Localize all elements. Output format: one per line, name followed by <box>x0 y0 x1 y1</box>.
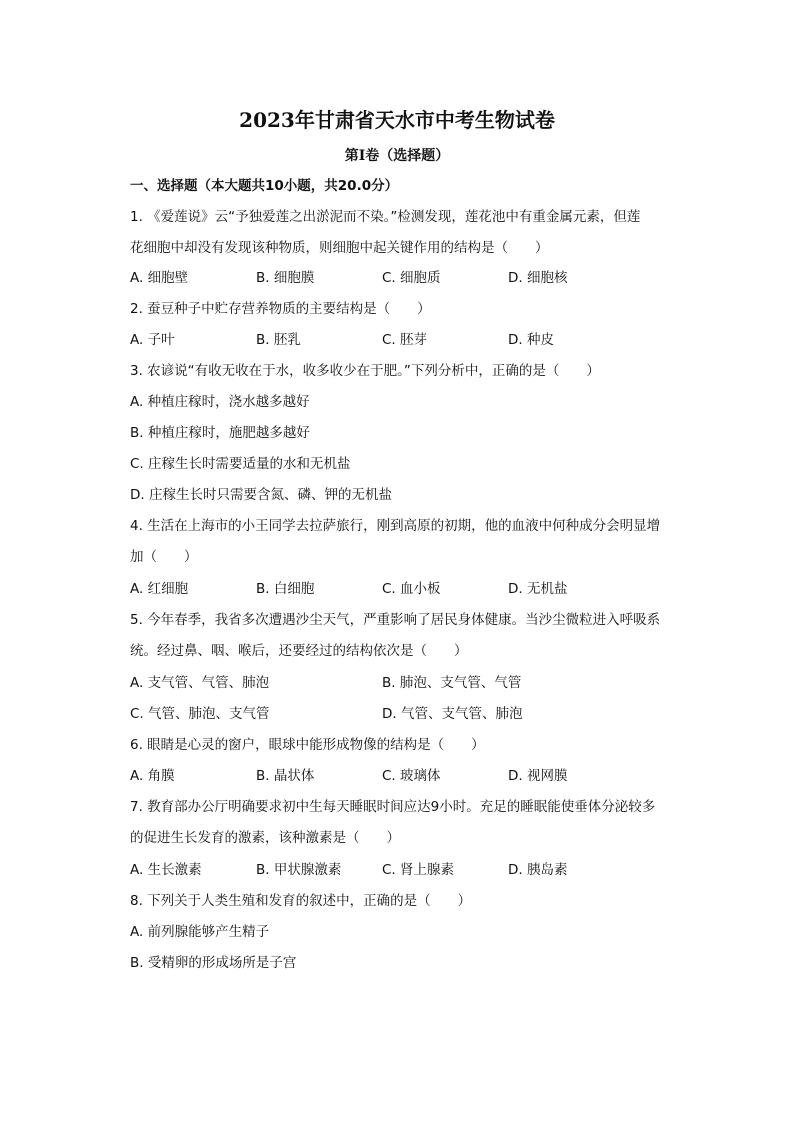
question-7-line-1: 7. 教育部办公厅明确要求初中生每天睡眠时间应达9小时。充足的睡眠能使垂体分泌较多 <box>130 799 656 815</box>
question-1-option-a: A. 细胞壁 <box>130 270 189 286</box>
question-5-line-1: 5. 今年春季，我省多次遭遇沙尘天气，严重影响了居民身体健康。当沙尘微粒进入呼吸系 <box>130 612 661 628</box>
question-1-line-1: 1. 《爱莲说》云“予独爱莲之出淤泥而不染。”检测发现，莲花池中有重金属元素，但莲 <box>130 209 641 225</box>
question-7-option-a: A. 生长激素 <box>130 862 202 878</box>
question-5-option-d: D. 气管、支气管、肺泡 <box>382 706 523 722</box>
question-6-option-c: C. 玻璃体 <box>382 768 441 784</box>
page-subtitle: 第Ⅰ卷（选择题） <box>344 148 450 164</box>
page-title: 2023年甘肃省天水市中考生物试卷 <box>239 108 555 132</box>
question-8-line-1: 8. 下列关于人类生殖和发育的叙述中，正确的是（ ） <box>130 893 472 909</box>
question-5-line-2: 统。经过鼻、咽、喉后，还要经过的结构依次是（ ） <box>130 643 468 659</box>
question-8-option-b: B. 受精卵的形成场所是子宫 <box>130 955 297 971</box>
question-1-line-2: 花细胞中却没有发现该种物质，则细胞中起关键作用的结构是（ ） <box>130 240 549 256</box>
question-3-line-1: 3. 农谚说“有收无收在于水，收多收少在于肥。”下列分析中，正确的是（ ） <box>130 363 600 379</box>
question-1-option-b: B. 细胞膜 <box>256 270 315 286</box>
question-7-option-c: C. 肾上腺素 <box>382 862 455 878</box>
question-2-option-a: A. 子叶 <box>130 332 175 348</box>
question-2-option-c: C. 胚芽 <box>382 332 428 348</box>
question-2-option-d: D. 种皮 <box>508 332 554 348</box>
question-5-option-a: A. 支气管、气管、肺泡 <box>130 675 270 691</box>
question-3-option-d: D. 庄稼生长时只需要含氮、磷、钾的无机盐 <box>130 487 392 503</box>
question-8-option-a: A. 前列腺能够产生精子 <box>130 924 270 940</box>
question-3-option-b: B. 种植庄稼时，施肥越多越好 <box>130 425 310 441</box>
question-5-option-c: C. 气管、肺泡、支气管 <box>130 706 270 722</box>
question-4-option-c: C. 血小板 <box>382 581 441 597</box>
question-6-option-a: A. 角膜 <box>130 768 175 784</box>
question-4-line-1: 4. 生活在上海市的小王同学去拉萨旅行，刚到高原的初期，他的血液中何种成分会明显增 <box>130 518 661 534</box>
question-3-option-a: A. 种植庄稼时，浇水越多越好 <box>130 394 310 410</box>
question-6-option-b: B. 晶状体 <box>256 768 315 784</box>
question-2-line-1: 2. 蚕豆种子中贮存营养物质的主要结构是（ ） <box>130 301 431 317</box>
question-5-option-b: B. 肺泡、支气管、气管 <box>382 675 522 691</box>
section-heading: 一、选择题（本大题共10小题，共20.0分） <box>130 178 399 194</box>
question-2-option-b: B. 胚乳 <box>256 332 301 348</box>
question-4-line-2: 加（ ） <box>130 549 198 565</box>
question-4-option-d: D. 无机盐 <box>508 581 568 597</box>
question-7-line-2: 的促进生长发育的激素，该种激素是（ ） <box>130 830 400 846</box>
question-6-option-d: D. 视网膜 <box>508 768 568 784</box>
question-7-option-d: D. 胰岛素 <box>508 862 568 878</box>
question-7-option-b: B. 甲状腺激素 <box>256 862 342 878</box>
question-4-option-a: A. 红细胞 <box>130 581 189 597</box>
question-3-option-c: C. 庄稼生长时需要适量的水和无机盐 <box>130 456 351 472</box>
question-1-option-d: D. 细胞核 <box>508 270 568 286</box>
question-1-option-c: C. 细胞质 <box>382 270 441 286</box>
question-4-option-b: B. 白细胞 <box>256 581 315 597</box>
question-6-line-1: 6. 眼睛是心灵的窗户，眼球中能形成物像的结构是（ ） <box>130 737 485 753</box>
